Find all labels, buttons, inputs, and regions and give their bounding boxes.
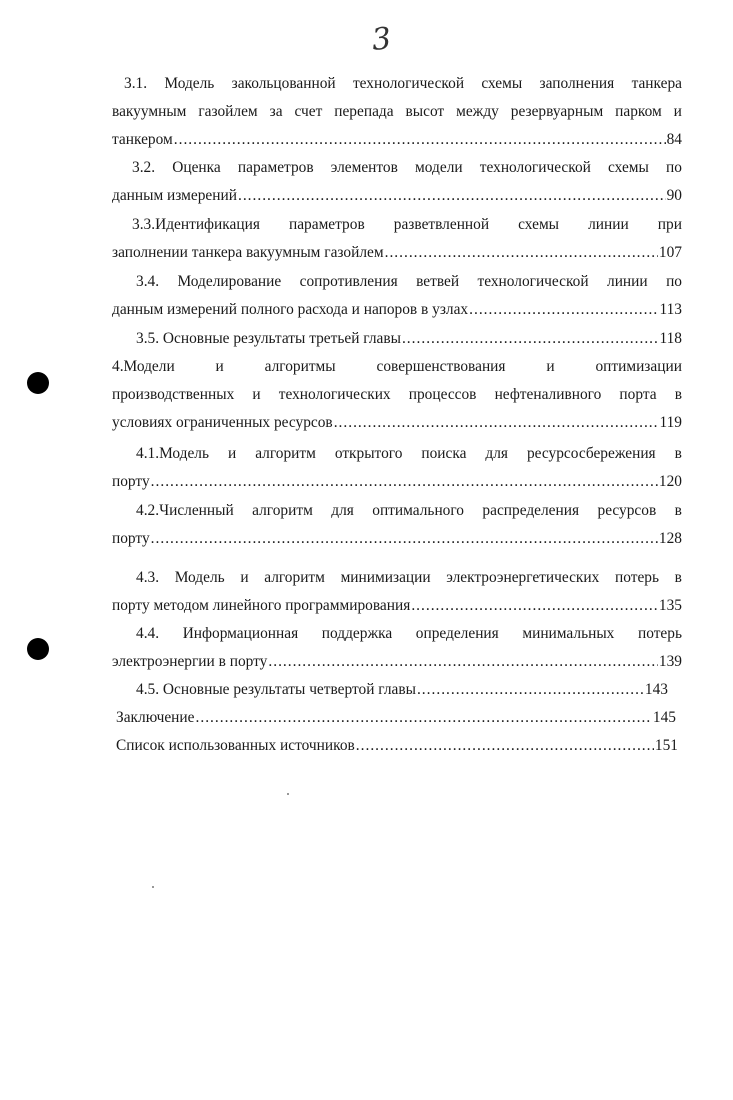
- toc-word: и: [227, 445, 237, 462]
- toc-title: условиях ограниченных ресурсов: [112, 414, 333, 431]
- toc-line: [112, 564, 682, 592]
- toc-word: Оценка: [172, 159, 221, 176]
- toc-page: 119: [659, 414, 682, 431]
- toc-word: в: [674, 569, 682, 586]
- toc-entry-3-3: [112, 211, 682, 267]
- leader-dots: [151, 525, 658, 553]
- toc-word: ресурсов: [597, 502, 657, 519]
- toc-word: в: [674, 445, 682, 462]
- toc-page: 135: [658, 597, 682, 614]
- scan-speck: [152, 886, 154, 888]
- toc-word: совершенствования: [376, 358, 506, 375]
- toc-line: [112, 353, 682, 381]
- toc-line: [112, 497, 682, 525]
- toc-word: Модель: [174, 569, 225, 586]
- toc-word: 3.4.: [136, 273, 160, 290]
- toc-page: 139: [658, 653, 682, 670]
- toc-title: порту методом линейного программирования: [112, 597, 411, 614]
- toc-line: [112, 182, 682, 210]
- toc-word: минимальных: [522, 625, 615, 642]
- toc-word: 4.3.: [136, 569, 160, 586]
- leader-dots: [196, 704, 652, 732]
- toc-word: процессов: [408, 386, 477, 403]
- toc-word: поддержка: [321, 625, 393, 642]
- toc-word: Моделирование: [177, 273, 282, 290]
- toc-title: 3.5. Основные результаты третьей главы: [136, 330, 401, 347]
- toc-word: и: [240, 569, 249, 586]
- toc-word: распределения: [482, 502, 580, 519]
- toc-word: технологической: [479, 159, 591, 176]
- toc-entry-3-1: [112, 70, 682, 154]
- toc-entry-3-5: [112, 325, 682, 353]
- toc-word: в: [674, 502, 682, 519]
- toc-line: [112, 325, 682, 353]
- toc-word: модели: [415, 159, 463, 176]
- toc-word: схемы: [481, 75, 523, 92]
- toc-title: заполнении танкера вакуумным газойлем: [112, 244, 384, 261]
- leader-dots: [385, 239, 658, 267]
- toc-line: [112, 648, 682, 676]
- leader-dots: [417, 676, 644, 704]
- leader-dots: [268, 648, 658, 676]
- toc-word: 4.1.Модель: [136, 445, 209, 462]
- toc-word: разветвленной: [393, 216, 490, 233]
- toc-title: данным измерений: [112, 187, 237, 204]
- toc-entry-3-2: [112, 154, 682, 210]
- toc-word: 3.1.: [124, 75, 148, 92]
- toc-word: заполнения: [539, 75, 615, 92]
- toc-line: [112, 468, 682, 496]
- toc-word: 4.4.: [136, 625, 160, 642]
- toc-line: [112, 239, 682, 267]
- toc-line: [112, 98, 682, 126]
- toc-entry-4-3: [112, 564, 682, 620]
- toc-title: Список использованных источников: [116, 737, 355, 754]
- leader-dots: [238, 182, 666, 210]
- toc-word: оптимального: [372, 502, 464, 519]
- toc-word: 4.2.Численный: [136, 502, 234, 519]
- toc-word: определения: [415, 625, 499, 642]
- toc-word: счет: [294, 103, 323, 120]
- toc-word: для: [485, 445, 509, 462]
- toc-word: газойлем: [198, 103, 258, 120]
- leader-dots: [151, 468, 658, 496]
- toc-page: 145: [652, 709, 676, 726]
- toc-word: при: [657, 216, 682, 233]
- binder-hole-bottom: [27, 638, 49, 660]
- toc-word: в: [674, 386, 682, 403]
- toc-word: резервуарным: [510, 103, 604, 120]
- toc-page: 120: [658, 473, 682, 490]
- toc-title: 4.5. Основные результаты четвертой главы: [136, 681, 416, 698]
- toc-entry-4-4: [112, 620, 682, 676]
- toc-line: [112, 381, 682, 409]
- toc-word: перепада: [334, 103, 394, 120]
- toc-entry-4: [112, 353, 682, 437]
- toc-word: открытого: [334, 445, 403, 462]
- toc-word: и: [215, 358, 224, 375]
- toc-page: 90: [666, 187, 682, 204]
- toc-line: [112, 70, 682, 98]
- toc-word: линии: [588, 216, 629, 233]
- toc-word: нефтеналивного: [494, 386, 602, 403]
- toc-word: технологических: [278, 386, 391, 403]
- leader-dots: [402, 325, 659, 353]
- toc-word: электроэнергетических: [446, 569, 600, 586]
- leader-dots: [411, 592, 658, 620]
- toc-line: [112, 440, 682, 468]
- toc-line: [112, 211, 682, 239]
- toc-page: 107: [658, 244, 682, 261]
- toc-title: танкером: [112, 131, 173, 148]
- toc-title: электроэнергии в порту: [112, 653, 268, 670]
- binder-hole-top: [27, 372, 49, 394]
- toc-word: закольцованной: [231, 75, 336, 92]
- toc-word: по: [666, 273, 682, 290]
- toc-title: Заключение: [116, 709, 195, 726]
- toc-page: 143: [644, 681, 668, 698]
- scan-speck: [287, 793, 289, 795]
- toc-word: по: [666, 159, 682, 176]
- toc-page: 84: [666, 131, 682, 148]
- toc-word: ресурсосбережения: [526, 445, 656, 462]
- toc-word: 4.Модели: [112, 358, 175, 375]
- toc-word: алгоритм: [255, 445, 316, 462]
- toc-word: Модель: [164, 75, 215, 92]
- toc-entry-references: [116, 732, 678, 760]
- toc-word: сопротивления: [299, 273, 398, 290]
- toc-word: за: [269, 103, 283, 120]
- toc-word: алгоритм: [252, 502, 313, 519]
- toc-word: производственных: [112, 386, 235, 403]
- leader-dots: [334, 409, 659, 437]
- toc-word: элементов: [330, 159, 398, 176]
- toc-word: и: [546, 358, 555, 375]
- toc-word: 3.3.Идентификация: [132, 216, 260, 233]
- toc-word: поиска: [421, 445, 467, 462]
- leader-dots: [469, 296, 658, 324]
- toc-word: алгоритмы: [264, 358, 336, 375]
- toc-line: [112, 296, 682, 324]
- toc-word: оптимизации: [595, 358, 682, 375]
- toc-word: высот: [405, 103, 445, 120]
- toc-title: данным измерений полного расхода и напоров в узлах: [112, 301, 469, 318]
- toc-line: [116, 704, 676, 732]
- toc-word: потерь: [615, 569, 659, 586]
- toc-word: параметров: [237, 159, 314, 176]
- toc-word: ветвей: [416, 273, 460, 290]
- toc-word: и: [673, 103, 682, 120]
- toc-word: и: [252, 386, 261, 403]
- toc-word: танкера: [631, 75, 682, 92]
- toc-word: минимизации: [340, 569, 431, 586]
- toc-entry-3-4: [112, 268, 682, 324]
- toc-word: 3.2.: [132, 159, 156, 176]
- toc-word: технологической: [352, 75, 465, 92]
- toc-word: технологической: [477, 273, 589, 290]
- toc-word: схемы: [518, 216, 560, 233]
- toc-entry-4-1: [112, 440, 682, 496]
- toc-word: для: [331, 502, 354, 519]
- toc-word: линии: [607, 273, 648, 290]
- toc-word: порта: [619, 386, 657, 403]
- toc-line: [112, 409, 682, 437]
- toc-line: [116, 732, 678, 760]
- toc-entry-conclusion: [116, 704, 676, 732]
- toc-word: Информационная: [182, 625, 299, 642]
- toc-page: 128: [658, 530, 682, 547]
- toc-line: [112, 676, 668, 704]
- toc-line: [112, 126, 682, 154]
- toc-title: порту: [112, 530, 150, 547]
- toc-line: [112, 154, 682, 182]
- toc-line: [112, 268, 682, 296]
- toc-word: параметров: [288, 216, 365, 233]
- page-number: 3: [370, 21, 393, 58]
- toc-line: [112, 592, 682, 620]
- toc-entry-4-5: [112, 676, 668, 704]
- toc-page: 113: [659, 301, 682, 318]
- toc-word: между: [456, 103, 499, 120]
- toc-page: 118: [659, 330, 682, 347]
- toc-title: порту: [112, 473, 150, 490]
- toc-word: потерь: [637, 625, 682, 642]
- leader-dots: [174, 126, 666, 154]
- toc-page: 151: [654, 737, 678, 754]
- leader-dots: [356, 732, 654, 760]
- toc-line: [112, 620, 682, 648]
- toc-word: парком: [615, 103, 662, 120]
- toc-word: алгоритм: [264, 569, 325, 586]
- toc-word: вакуумным: [112, 103, 187, 120]
- toc-entry-4-2: [112, 497, 682, 553]
- toc-line: [112, 525, 682, 553]
- toc-word: схемы: [608, 159, 649, 176]
